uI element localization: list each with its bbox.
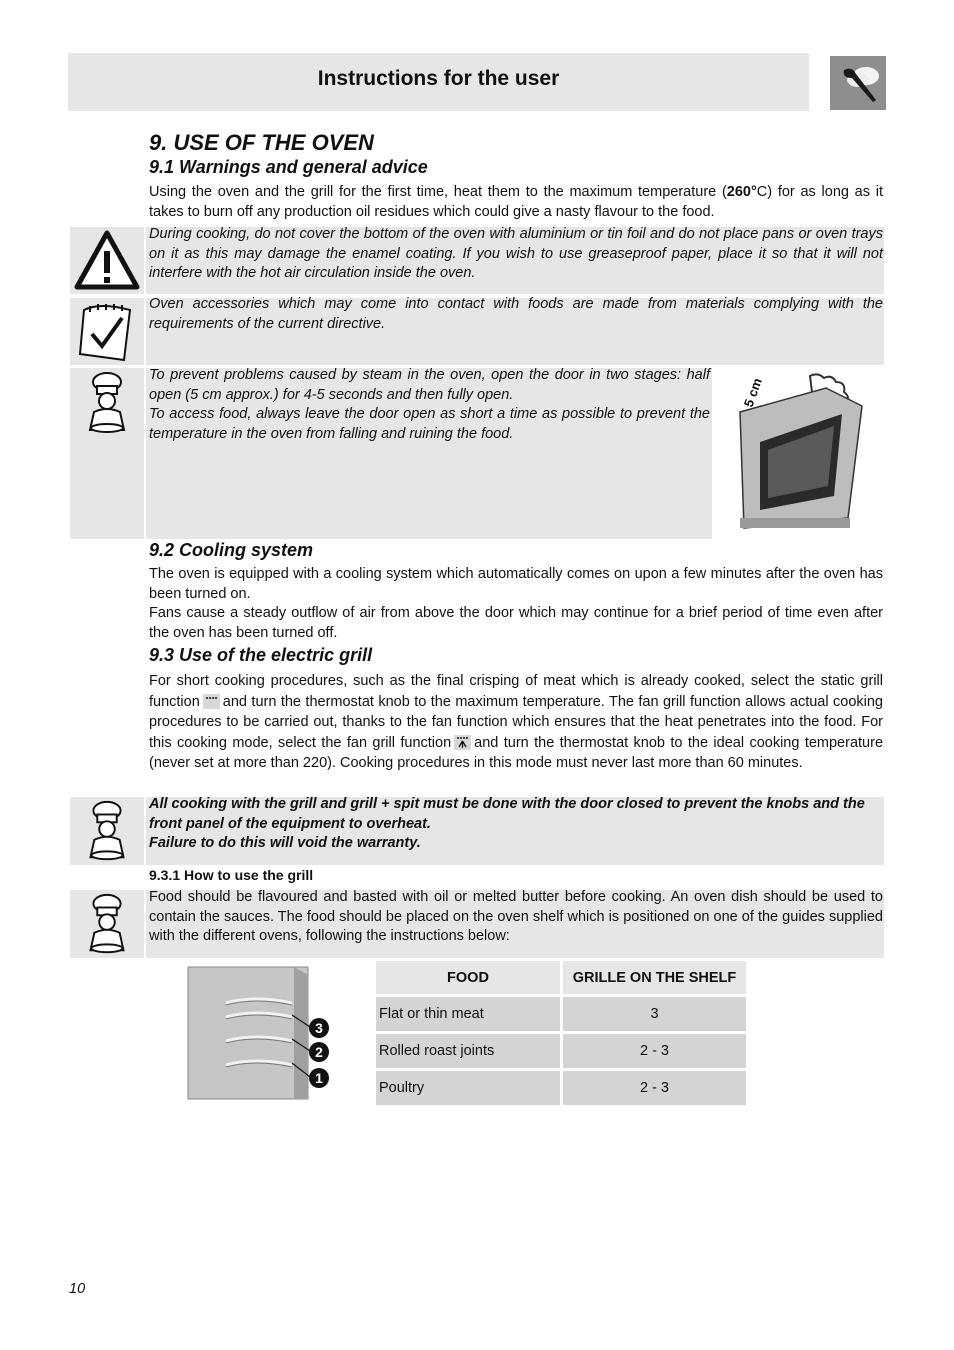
note-accessories: Oven accessories which may come into contact with foods are made from materials complying with the requirements of the current directive. [149,296,883,332]
note-steam [149,366,710,444]
table-cell-food: Poultry [376,1071,560,1105]
table-header-shelf: GRILLE ON THE SHELF [563,961,746,994]
note-aluminium-foil: During cooking, do not cover the bottom of the oven with aluminium or tin foil and do not place pans or oven trays on it as this may damage the enamel coating. If you wish to use greaseproof paper, place it so that it will not interfere with the hot air circulation inside the oven. [149,226,883,281]
subsection-title-9-3-1: 9.3.1 How to use the grill [149,867,314,883]
oven-door-illustration [730,368,870,533]
svg-text:2: 2 [315,1044,323,1060]
subsection-title-9-2: 9.2 Cooling system [149,540,314,560]
shelf-number-2 [309,1042,329,1062]
subsection-title-9-3: 9.3 Use of the electric grill [149,645,373,665]
grill-shelf-table [373,958,749,1108]
svg-text:1: 1 [315,1070,323,1086]
svg-text:3: 3 [315,1020,323,1036]
paragraph-cooling-2: Fans cause a steady outflow of air from above the door which may continue for a brief period of time even after the oven has been turned off. [149,605,883,641]
note-steam-line-2: To access food, always leave the door open as short a time as possible to prevent the temperature in the oven from falling and ruining the food. [149,406,710,442]
grill-warning [149,795,883,854]
certificate-checkmark-icon [70,298,144,365]
chef-icon-cell-steam [70,368,144,539]
table-cell-shelf: 3 [563,997,746,1031]
chef-icon [70,368,144,438]
warning-icon-cell [70,227,144,294]
static-grill-icon [203,694,220,709]
table-row [376,1034,746,1068]
grill-warning-line-1: All cooking with the grill and grill + spit must be done with the door closed to prevent the knobs and the front panel of the equipment to overheat. [149,796,865,832]
chef-icon-cell-grill [70,797,144,865]
paragraph-electric-grill: For short cooking procedures, such as the final crisping of meat which is already cooked, select the static grill function and turn the thermostat knob to the maximum temperature. The fan grill function allows actual cooking procedures to be carried out, thanks to the fan function which ensures that the heat penetrates into the food. For this cooking mode, select the fan grill function and turn the thermostat knob to the ideal cooking temperature (never set at more than 220). Cooking procedures in this mode must never last more than 60 minutes. [149,673,884,771]
table-header-food: FOOD [376,961,560,994]
door-gap-label: 5 cm [740,376,765,410]
chef-icon [70,797,144,865]
table-header-row [376,961,746,994]
certificate-icon-cell [70,298,144,365]
table-cell-shelf: 2 - 3 [563,1071,746,1105]
page-header-title: Instructions for the user [317,67,560,90]
fan-grill-icon [454,735,471,750]
section-title: 9. USE OF THE OVEN [149,130,374,155]
subsection-title-9-1: 9.1 Warnings and general advice [149,157,428,177]
paragraph-how-to-grill: Food should be flavoured and basted with oil or melted butter before cooking. An oven dish should be used to contain the sauces. The food should be placed on the oven shelf which is positioned on one of the guides supplied with the different ovens, following the instructions below: [149,889,883,944]
shelf-number-1 [309,1068,329,1088]
note-steam-line-1: To prevent problems caused by steam in the oven, open the door in two stages: half open (5 cm approx.) for 4-5 seconds and then fully open. [149,367,710,403]
chef-icon [70,890,144,958]
table-cell-food: Rolled roast joints [376,1034,560,1068]
page-number: 10 [69,1281,86,1297]
max-temperature: 260° [726,184,757,200]
chef-icon-cell-how-to [70,890,144,958]
paragraph-first-use: Using the oven and the grill for the first time, heat them to the maximum temperature (260°C) for as long as it takes to burn off any production oil residues which could give a nasty flavour to the food. [149,184,883,220]
spoon-chef-hat-logo-icon [830,56,886,110]
shelf-number-3 [309,1018,329,1038]
grill-warning-line-2: Failure to do this will void the warranty. [149,835,421,851]
table-cell-shelf: 2 - 3 [563,1034,746,1068]
table-row [376,997,746,1031]
oven-shelves-illustration [186,965,336,1103]
table-cell-food: Flat or thin meat [376,997,560,1031]
warning-triangle-icon [70,227,144,294]
paragraph-cooling [149,565,883,643]
table-row [376,1071,746,1105]
paragraph-cooling-1: The oven is equipped with a cooling system which automatically comes on upon a few minutes after the oven has been turned on. [149,566,883,602]
